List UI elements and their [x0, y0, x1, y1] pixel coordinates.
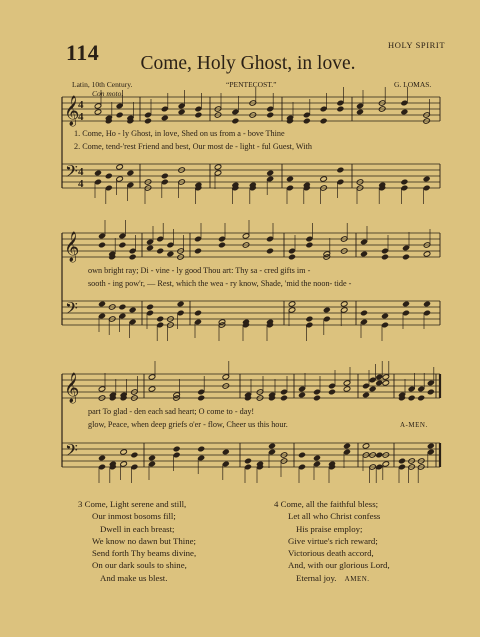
notehead — [129, 319, 137, 325]
notehead — [218, 242, 226, 248]
verse-line: On our dark souls to shine, — [92, 560, 187, 571]
notehead — [286, 185, 294, 191]
verse-line: And, with our glorious Lord, — [288, 560, 390, 571]
notehead — [214, 164, 222, 170]
verse-text: Eternal joy. — [296, 572, 337, 583]
notehead — [194, 248, 202, 254]
notehead — [129, 248, 137, 254]
notehead — [306, 322, 314, 328]
notehead — [148, 374, 156, 380]
notehead — [116, 103, 124, 109]
notehead — [343, 380, 351, 386]
bass-clef-icon: 𝄢 — [65, 161, 78, 185]
notehead — [218, 236, 226, 242]
notehead — [288, 307, 296, 313]
notehead — [116, 112, 124, 118]
notehead — [214, 170, 222, 176]
notehead — [408, 386, 416, 392]
notehead — [98, 233, 106, 239]
text-source: Latin, 10th Century. — [72, 80, 133, 89]
notehead — [402, 301, 410, 307]
notehead — [244, 458, 252, 464]
treble-clef-icon: 𝄞 — [64, 96, 80, 126]
notehead — [306, 242, 314, 248]
notehead — [222, 461, 230, 467]
notehead — [242, 233, 250, 239]
notehead — [116, 176, 124, 182]
notehead — [423, 185, 431, 191]
notehead — [337, 100, 345, 106]
notehead — [343, 443, 351, 449]
notehead — [197, 389, 205, 395]
notehead — [375, 452, 383, 458]
notehead — [146, 310, 154, 316]
notehead — [401, 185, 409, 191]
verse-line — [274, 572, 390, 585]
notehead — [323, 316, 331, 322]
notehead — [167, 242, 175, 248]
time-signature: 4 — [78, 99, 84, 111]
notehead — [222, 374, 230, 380]
notehead — [362, 392, 370, 398]
notehead — [337, 179, 345, 185]
tempo-marking: Con moto. — [92, 89, 124, 98]
notehead — [337, 167, 345, 173]
notehead — [127, 170, 135, 176]
notehead — [94, 170, 102, 176]
notehead — [401, 100, 409, 106]
notehead — [401, 179, 409, 185]
composer: G. LOMAS. — [394, 80, 432, 89]
notehead — [161, 106, 169, 112]
notehead — [417, 386, 425, 392]
notehead — [375, 374, 383, 380]
notehead — [427, 443, 435, 449]
time-signature: 4 — [78, 166, 84, 178]
notehead — [288, 301, 296, 307]
notehead — [232, 109, 240, 115]
notehead — [298, 392, 306, 398]
notehead — [194, 310, 202, 316]
system-2-verse-1: own bright ray; Di - vine - ly good Thou art: Thy sa - cred gifts im - — [88, 266, 311, 275]
notehead — [340, 301, 348, 307]
verse-line: Victorious death accord, — [288, 548, 374, 559]
notehead — [423, 301, 431, 307]
notehead — [195, 106, 203, 112]
notehead — [320, 176, 328, 182]
notehead — [94, 109, 102, 115]
notehead — [94, 103, 102, 109]
verse-3-block — [78, 498, 196, 584]
verse-line: Let all who Christ confess — [288, 511, 381, 522]
notehead — [320, 118, 328, 124]
notehead — [195, 112, 203, 118]
notehead — [232, 118, 240, 124]
notehead — [408, 395, 416, 401]
notehead — [266, 170, 274, 176]
section-header: HOLY SPIRIT — [388, 40, 446, 50]
notehead — [266, 176, 274, 182]
notehead — [402, 254, 410, 260]
notehead — [280, 389, 288, 395]
notehead — [173, 446, 181, 452]
notehead — [105, 185, 113, 191]
notehead — [398, 458, 406, 464]
verse-line: Send forth Thy beams divine, — [92, 548, 197, 559]
bass-clef-icon: 𝄢 — [65, 440, 78, 464]
notehead — [423, 251, 431, 257]
system-3-verse-1: part To glad - den each sad heart; O come to - day! — [88, 407, 255, 416]
notehead — [98, 455, 106, 461]
notehead — [303, 112, 311, 118]
notehead — [266, 236, 274, 242]
notehead — [194, 319, 202, 325]
notehead — [343, 449, 351, 455]
notehead — [197, 455, 205, 461]
notehead — [306, 316, 314, 322]
notehead — [244, 464, 252, 470]
system-1-verse-1: 1. Come, Ho - ly Ghost, in love, Shed on us from a - bove Thine — [74, 129, 285, 138]
verse-line: 3 Come, Light serene and still, — [78, 499, 187, 509]
notehead — [98, 301, 106, 307]
verse-line: Our inmost bosoms fill; — [92, 511, 176, 522]
notehead — [375, 464, 383, 470]
notehead — [427, 449, 435, 455]
notehead — [105, 173, 113, 179]
tune-name: “PENTECOST.” — [226, 80, 277, 89]
notehead — [360, 310, 368, 316]
notehead — [131, 452, 139, 458]
notehead — [266, 248, 274, 254]
notehead — [148, 455, 156, 461]
time-signature: 4 — [78, 111, 84, 123]
hymn-title: Come, Holy Ghost, in love. — [140, 53, 356, 74]
notehead — [98, 464, 106, 470]
notehead — [313, 461, 321, 467]
notehead — [119, 242, 127, 248]
notehead — [398, 464, 406, 470]
notehead — [382, 461, 390, 467]
notehead — [360, 239, 368, 245]
notehead — [313, 389, 321, 395]
notehead — [356, 109, 364, 115]
notehead — [148, 386, 156, 392]
notehead — [423, 176, 431, 182]
notehead — [369, 386, 377, 392]
notehead — [146, 304, 154, 310]
verse-line: Dwell in each breast; — [100, 523, 175, 534]
notehead — [298, 464, 306, 470]
verse-line: Give virtue's rich reward; — [288, 535, 378, 546]
notehead — [197, 446, 205, 452]
notehead — [362, 383, 370, 389]
notehead — [222, 449, 230, 455]
notehead — [340, 307, 348, 313]
notehead — [144, 118, 152, 124]
notehead — [288, 254, 296, 260]
time-signature: 4 — [78, 178, 84, 190]
notehead — [401, 109, 409, 115]
treble-clef-icon: 𝄞 — [64, 232, 80, 262]
notehead — [303, 118, 311, 124]
notehead — [328, 389, 336, 395]
notehead — [148, 461, 156, 467]
notehead — [173, 452, 181, 458]
notehead — [313, 455, 321, 461]
notehead — [146, 245, 154, 251]
verse-line: And make us blest. — [100, 572, 168, 583]
notehead — [268, 443, 276, 449]
notehead — [119, 313, 127, 319]
notehead — [98, 242, 106, 248]
notehead — [402, 310, 410, 316]
notehead — [402, 245, 410, 251]
notehead — [360, 251, 368, 257]
notehead — [313, 395, 321, 401]
notehead — [156, 316, 164, 322]
notehead — [381, 248, 389, 254]
notehead — [161, 173, 169, 179]
system-3-verse-2: glow, Peace, when deep griefs o'er - flow, Cheer us this hour. — [88, 420, 288, 429]
verse-line: We know no dawn but Thine; — [92, 535, 196, 546]
verse-4-block — [274, 498, 390, 585]
notehead — [144, 112, 152, 118]
notehead — [194, 236, 202, 242]
notehead — [161, 115, 169, 121]
notehead — [146, 239, 154, 245]
system-2-verse-2: sooth - ing pow'r, — Rest, which the wea - ry know, Shade, 'mid the noon- tide - — [88, 279, 352, 288]
notehead — [362, 443, 370, 449]
notehead — [178, 103, 186, 109]
notehead — [323, 307, 331, 313]
notehead — [266, 112, 274, 118]
treble-clef-icon: 𝄞 — [64, 373, 80, 403]
notehead — [360, 319, 368, 325]
notehead — [382, 374, 390, 380]
notehead — [306, 236, 314, 242]
notehead — [266, 106, 274, 112]
notehead — [298, 386, 306, 392]
notehead — [328, 383, 336, 389]
notehead — [161, 179, 169, 185]
notehead — [337, 106, 345, 112]
notehead — [177, 310, 185, 316]
notehead — [116, 164, 124, 170]
notehead — [427, 389, 435, 395]
notehead — [280, 395, 288, 401]
notehead — [381, 254, 389, 260]
notehead — [120, 449, 128, 455]
notehead — [131, 464, 139, 470]
notehead — [119, 304, 127, 310]
notehead — [177, 301, 185, 307]
notehead — [268, 449, 276, 455]
notehead — [298, 452, 306, 458]
notehead — [369, 377, 377, 383]
notehead — [127, 182, 135, 188]
notehead — [94, 179, 102, 185]
amen-label: AMEN. — [344, 574, 370, 583]
notehead — [288, 248, 296, 254]
notehead — [156, 236, 164, 242]
notehead — [129, 307, 137, 313]
notehead — [197, 395, 205, 401]
notehead — [286, 176, 294, 182]
notehead — [156, 248, 164, 254]
notehead — [156, 322, 164, 328]
system-1-verse-2: 2. Come, tend-'rest Friend and best, Our most de - light - ful Guest, With — [74, 142, 312, 151]
notehead — [320, 106, 328, 112]
notehead — [98, 386, 106, 392]
notehead — [343, 386, 351, 392]
notehead — [129, 254, 137, 260]
notehead — [417, 395, 425, 401]
notehead — [382, 380, 390, 386]
notehead — [423, 310, 431, 316]
verse-line: 4 Come, all the faithful bless; — [274, 499, 379, 509]
amen-label: A-MEN. — [400, 421, 428, 429]
notehead — [356, 103, 364, 109]
verse-line: His praise employ; — [296, 523, 363, 534]
notehead — [178, 109, 186, 115]
notehead — [167, 251, 175, 257]
bass-clef-icon: 𝄢 — [65, 298, 78, 322]
notehead — [375, 380, 383, 386]
notehead — [119, 233, 127, 239]
notehead — [120, 461, 128, 467]
notehead — [427, 380, 435, 386]
notehead — [381, 313, 389, 319]
notehead — [98, 313, 106, 319]
notehead — [381, 322, 389, 328]
hymn-number: 114 — [66, 40, 100, 65]
